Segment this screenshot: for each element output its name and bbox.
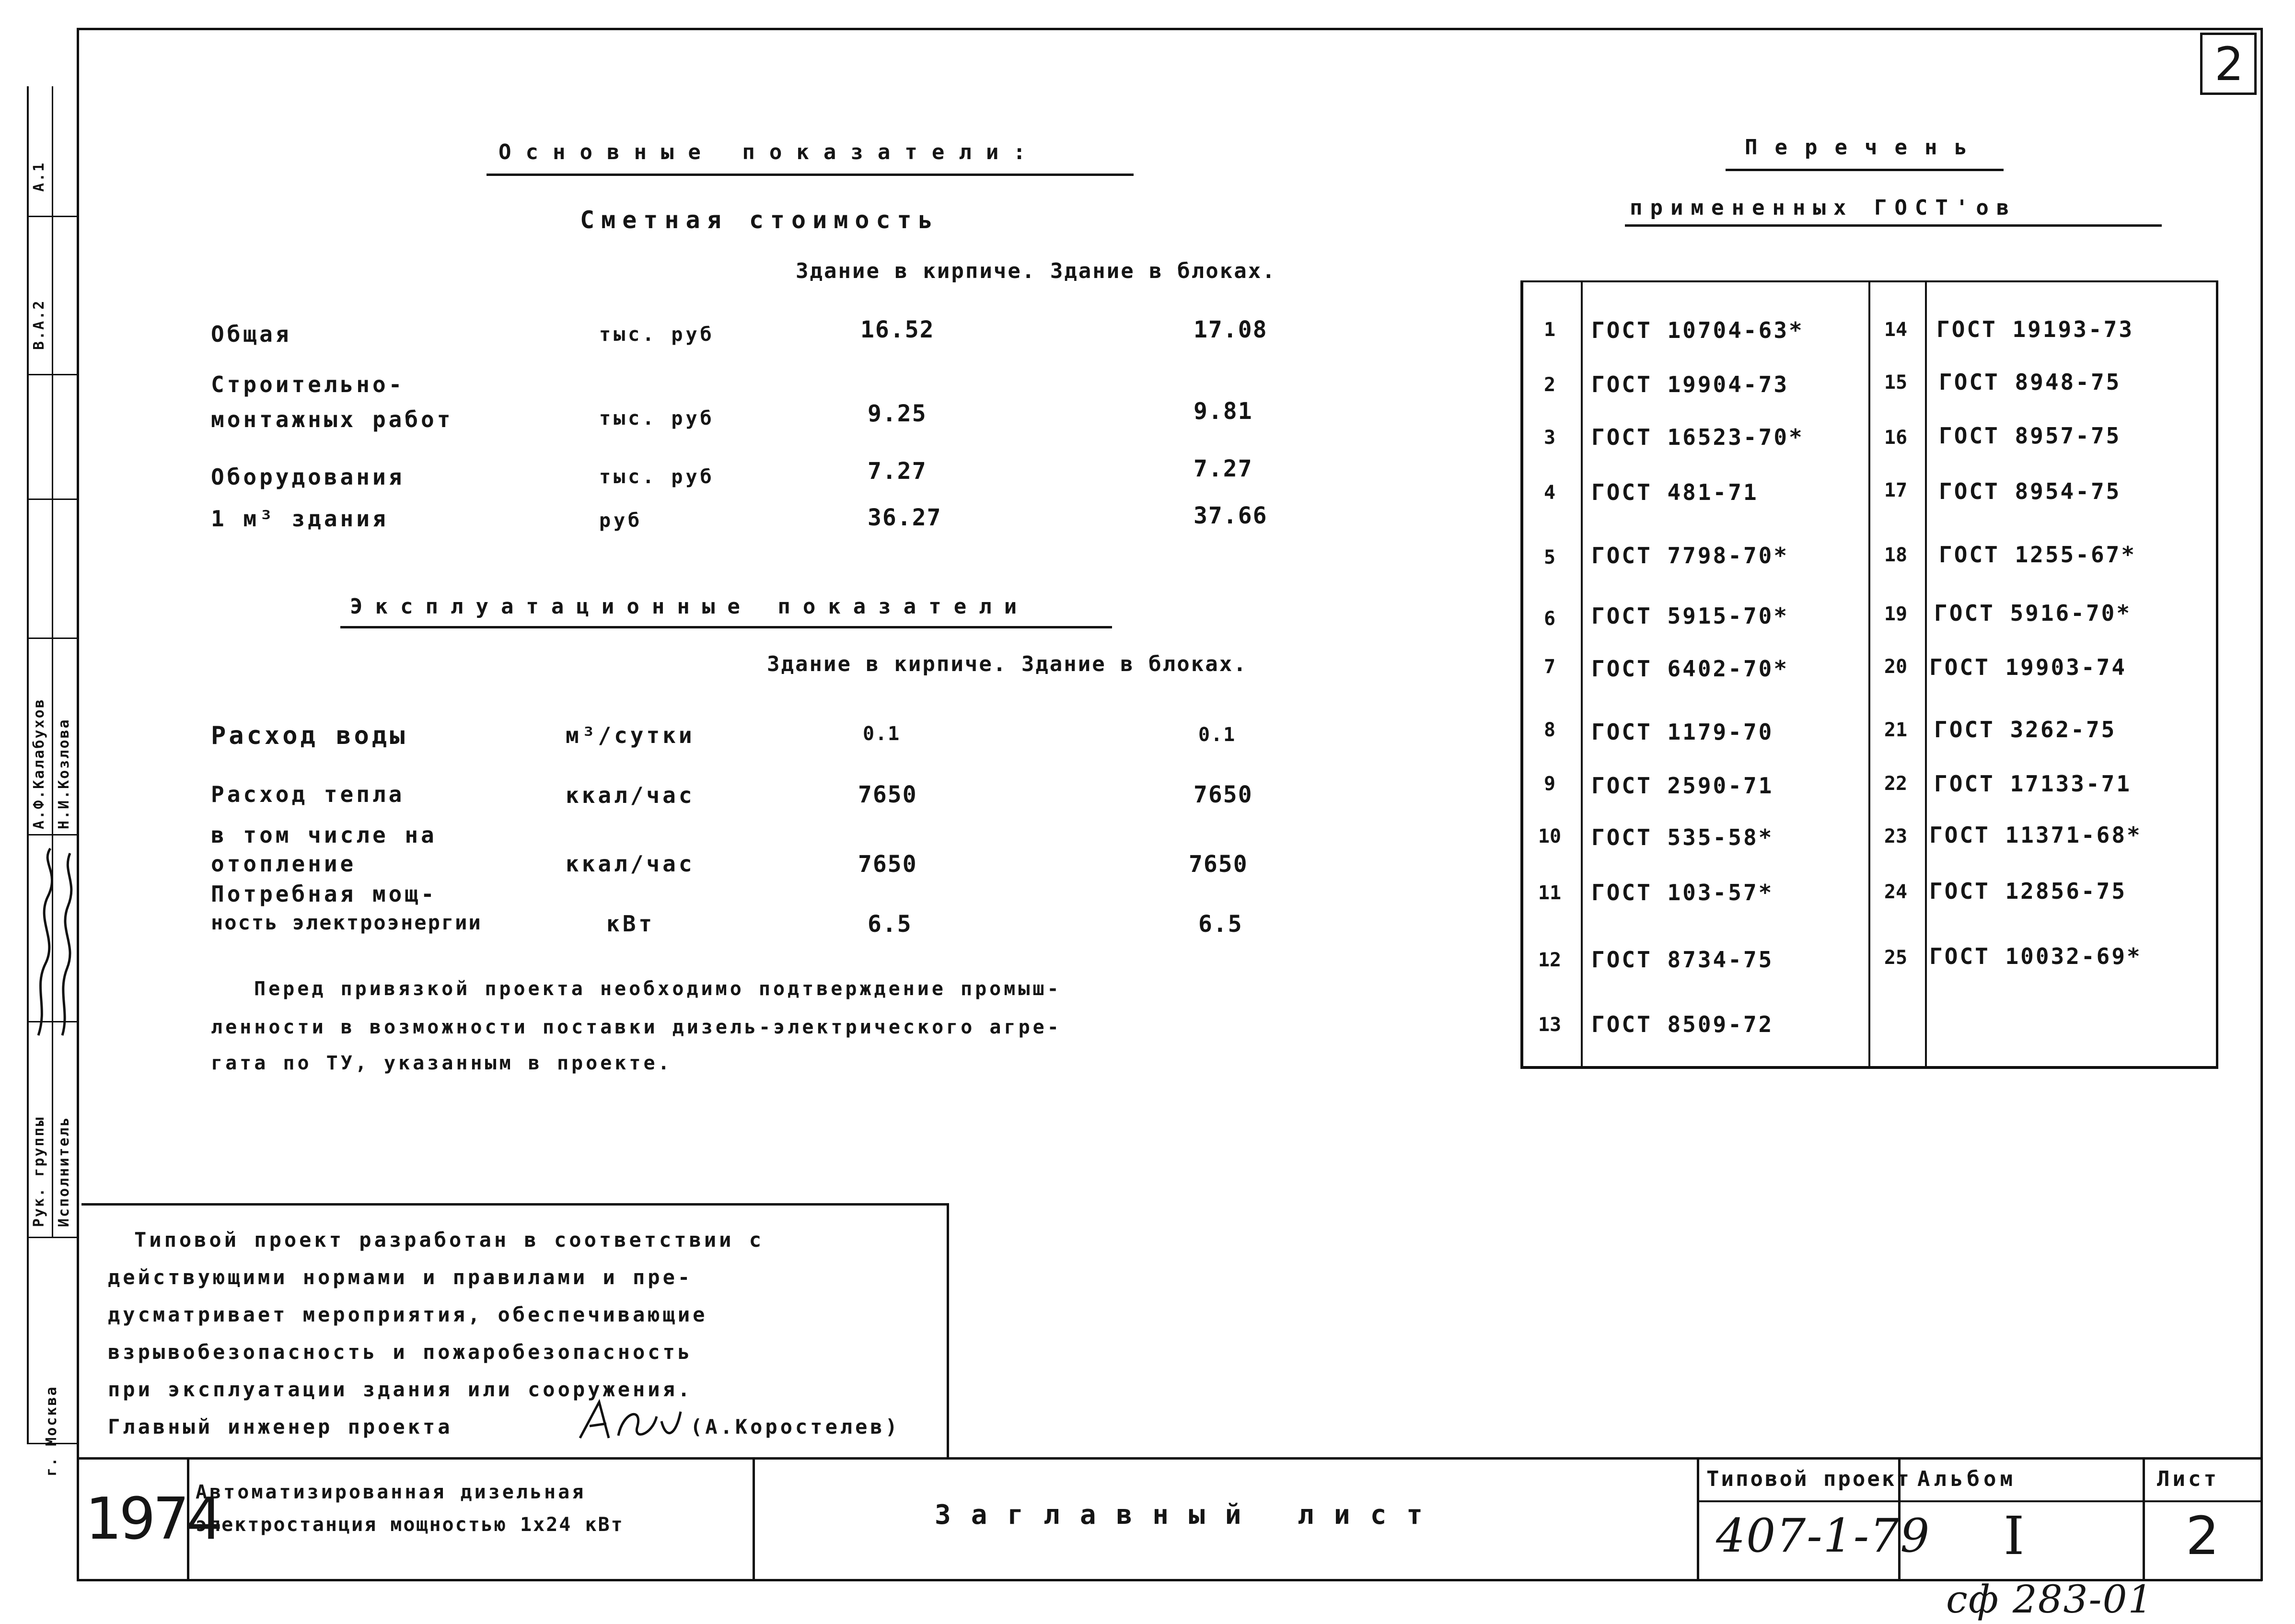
archive-code: сф 283-01 (1946, 1577, 2154, 1622)
gost-item: ГОСТ 7798-70* (1591, 543, 1789, 568)
gost-index: 12 (1538, 949, 1562, 971)
row-blocks: 0.1 (1198, 724, 1236, 746)
row-label: Оборудования (211, 464, 405, 490)
gost-item: ГОСТ 8509-72 (1591, 1011, 1774, 1037)
gost-item: ГОСТ 103-57* (1591, 880, 1774, 905)
gost-index: 7 (1543, 656, 1556, 678)
gost-item: ГОСТ 8957-75 (1939, 423, 2121, 449)
row-label-2: монтажных работ (211, 406, 453, 432)
album-label: Альбом (1917, 1467, 2017, 1491)
gost-item: ГОСТ 12856-75 (1929, 878, 2127, 904)
note-line: Перед привязкой проекта необходимо подтверждение промыш- (254, 978, 1062, 1000)
chief-engineer-signature (575, 1392, 690, 1445)
gost-index: 20 (1884, 656, 1908, 678)
sheet-value: 2 (2186, 1505, 2219, 1566)
main-indicators-underline (487, 174, 1134, 176)
row-blocks: 7650 (1194, 781, 1253, 808)
compliance-line: Типовой проект разработан в соответствии с (134, 1228, 765, 1252)
project-desc-line1: Автоматизированная дизельная (196, 1481, 586, 1503)
compliance-line: дусматривает мероприятия, обеспечивающие (108, 1303, 708, 1326)
operational-header: Эксплуатационные показатели (350, 594, 1030, 619)
row-brick: 7650 (858, 851, 917, 878)
side-name-kozlova: Н.И.Козлова (56, 718, 72, 829)
row-blocks: 9.81 (1194, 398, 1253, 425)
gost-item: ГОСТ 16523-70* (1591, 424, 1804, 450)
gost-item: ГОСТ 10032-69* (1929, 943, 2142, 969)
title-block-div-5 (2143, 1457, 2145, 1579)
operational-underline (340, 626, 1112, 628)
gost-item: ГОСТ 8948-75 (1939, 369, 2121, 395)
side-name-kalabukhov: А.Ф.Калабухов (31, 698, 47, 829)
main-columns-header: Здание в кирпиче. Здание в блоках. (796, 259, 1276, 283)
note-line: ленности в возможности поставки дизель-электрического агре- (211, 1016, 1062, 1038)
row-brick: 7.27 (868, 458, 927, 485)
gost-item: ГОСТ 3262-75 (1934, 717, 2117, 742)
project-desc-line2: электростанция мощностью 1х24 кВт (196, 1514, 624, 1536)
side-role-executor: Исполнитель (56, 1116, 72, 1227)
row-unit: ккал/час (566, 782, 695, 808)
row-brick: 36.27 (868, 504, 942, 531)
album-value: I (2004, 1505, 2025, 1566)
typical-project-label: Типовой проект (1706, 1467, 1911, 1491)
gost-item: ГОСТ 5916-70* (1934, 600, 2132, 626)
row-label: Общая (211, 321, 292, 347)
row-blocks: 7650 (1189, 851, 1248, 878)
row-unit: тыс. руб (599, 407, 715, 429)
gost-item: ГОСТ 8734-75 (1591, 947, 1774, 973)
row-blocks: 6.5 (1198, 911, 1243, 938)
row-blocks: 17.08 (1194, 316, 1268, 343)
row-unit: руб (599, 510, 643, 532)
compliance-line: взрывобезопасность и пожаробезопасность (108, 1340, 693, 1364)
gost-index: 15 (1884, 371, 1908, 394)
sheet-label: Лист (2157, 1467, 2219, 1491)
row-label: 1 м³ здания (211, 506, 389, 532)
row-unit: тыс. руб (599, 324, 715, 346)
gost-item: ГОСТ 11371-68* (1929, 822, 2142, 848)
gost-index: 18 (1884, 544, 1908, 566)
operational-columns-header: Здание в кирпиче. Здание в блоках. (767, 652, 1248, 676)
row-label: Строительно- (211, 371, 405, 397)
row-brick: 16.52 (860, 316, 935, 343)
main-indicators-header: Основные показатели: (498, 140, 1040, 164)
gost-index: 25 (1884, 947, 1908, 969)
row-label: Потребная мощ- (211, 881, 437, 907)
note-line: гата по ТУ, указанным в проекте. (211, 1052, 672, 1074)
gost-title-underline-2 (1625, 224, 2162, 227)
project-year: 1974 (85, 1486, 220, 1553)
gost-index: 5 (1543, 546, 1556, 568)
gost-index: 3 (1543, 427, 1556, 449)
gost-index: 23 (1884, 825, 1908, 847)
gost-index: 9 (1543, 773, 1556, 795)
gost-item: ГОСТ 2590-71 (1591, 773, 1774, 799)
gost-item: ГОСТ 10704-63* (1591, 317, 1804, 343)
gost-item: ГОСТ 5915-70* (1591, 603, 1789, 629)
side-city: г. Москва (43, 1385, 60, 1476)
frame-right (2260, 28, 2263, 1581)
side-signatures (29, 844, 77, 1045)
row-brick: 0.1 (863, 723, 901, 745)
gost-item: ГОСТ 535-58* (1591, 824, 1774, 850)
frame-top (77, 28, 2262, 30)
gost-index: 1 (1543, 319, 1556, 341)
row-blocks: 7.27 (1194, 455, 1253, 482)
gost-index: 6 (1543, 608, 1556, 630)
row-unit: кВт (606, 911, 655, 937)
title-block-top (77, 1457, 2262, 1460)
gost-item: ГОСТ 8954-75 (1939, 478, 2121, 504)
row-label-2: отопление (211, 851, 357, 877)
title-block-div-2 (753, 1457, 755, 1579)
gost-index: 22 (1884, 773, 1908, 795)
gost-index: 13 (1538, 1014, 1562, 1036)
gost-index: 8 (1543, 719, 1556, 741)
row-unit: тыс. руб (599, 466, 715, 488)
gost-index: 19 (1884, 603, 1908, 625)
title-block-div-3 (1697, 1457, 1699, 1579)
gost-index: 14 (1884, 319, 1908, 341)
row-unit: м³/сутки (566, 722, 695, 748)
side-code-va2: В.А.2 (31, 299, 47, 350)
gost-item: ГОСТ 1255-67* (1939, 542, 2137, 568)
row-label: Расход тепла (211, 781, 405, 807)
gost-index: 4 (1543, 482, 1556, 504)
frame-bottom (77, 1579, 2262, 1581)
gost-item: ГОСТ 6402-70* (1591, 656, 1789, 682)
chief-engineer-name: (А.Коростелев) (690, 1415, 901, 1438)
row-brick: 7650 (858, 781, 917, 808)
gost-index: 24 (1884, 881, 1908, 903)
gost-index: 17 (1884, 479, 1908, 501)
gost-item: ГОСТ 17133-71 (1934, 771, 2132, 797)
row-blocks: 37.66 (1194, 502, 1268, 529)
row-label-2: ность электроэнергии (211, 911, 482, 934)
gost-index: 11 (1538, 882, 1562, 904)
gost-index: 2 (1543, 374, 1556, 396)
row-label: в том числе на (211, 822, 437, 848)
typical-project-number: 407-1-79 (1716, 1509, 1931, 1563)
gost-item: ГОСТ 19904-73 (1591, 371, 1789, 397)
gost-item: ГОСТ 19903-74 (1929, 654, 2127, 680)
sheet-title: Заглавный лист (935, 1499, 1443, 1531)
gost-item: ГОСТ 19193-73 (1936, 316, 2134, 342)
row-label: Расход воды (211, 721, 408, 750)
frame-left (77, 28, 79, 1581)
gost-item: ГОСТ 481-71 (1591, 479, 1759, 505)
gost-item: ГОСТ 1179-70 (1591, 719, 1774, 745)
compliance-line: при эксплуатации здания или сооружения. (108, 1378, 693, 1401)
gost-title-line1: Перечень (1745, 135, 1984, 160)
gost-index: 21 (1884, 719, 1908, 741)
title-block-row (1697, 1500, 2262, 1502)
gost-index: 16 (1884, 427, 1908, 449)
gost-title-underline-1 (1726, 169, 2004, 171)
side-code-a1: А.1 (31, 161, 47, 192)
row-brick: 6.5 (868, 911, 912, 938)
gost-index: 10 (1538, 825, 1562, 847)
gost-title-line2: примененных ГОСТ'ов (1630, 196, 2017, 220)
row-brick: 9.25 (868, 400, 927, 427)
row-unit: ккал/час (566, 851, 695, 877)
compliance-line: действующими нормами и правилами и пре- (108, 1265, 693, 1289)
estimate-title: Сметная стоимость (580, 206, 939, 234)
side-role-lead: Рук. группы (31, 1116, 47, 1227)
page-number: 2 (2214, 37, 2244, 91)
chief-engineer-label: Главный инженер проекта (108, 1415, 453, 1438)
